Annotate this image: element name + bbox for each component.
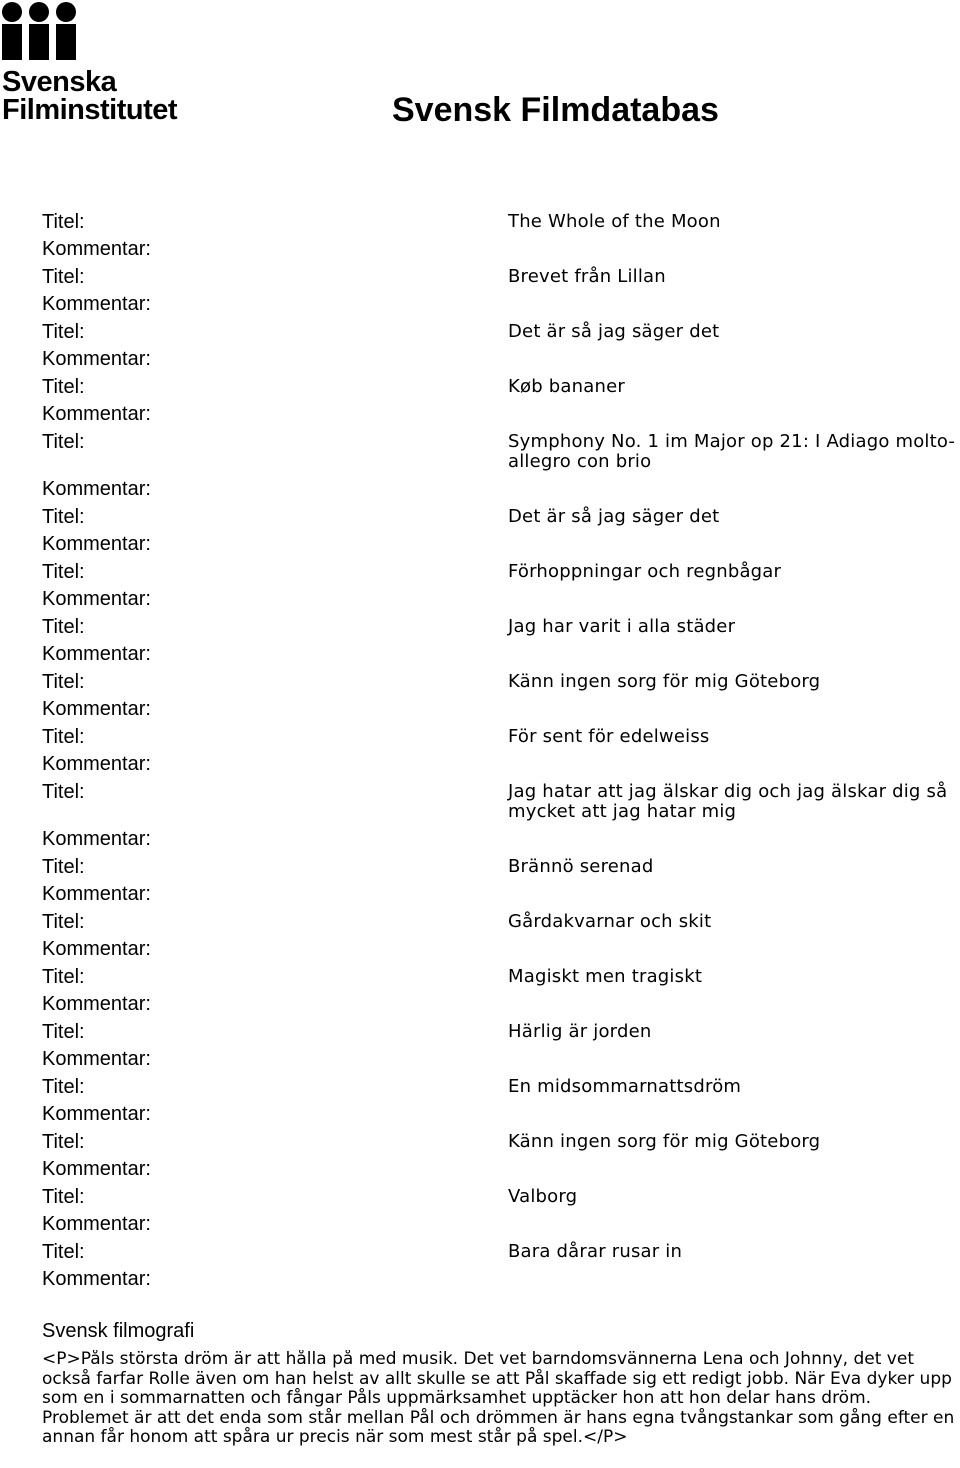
entry-title-row [42,264,960,289]
title-label: Titel: [42,671,85,693]
entry-title-value: Brevet från Lillan [508,266,666,287]
comment-label: Kommentar: [42,293,151,315]
entry-title-row [42,1239,960,1264]
entry-title-value: Förhoppningar och regnbågar [508,561,782,582]
title-label: Titel: [42,561,85,583]
comment-label: Kommentar: [42,403,151,425]
comment-label: Kommentar: [42,1268,151,1290]
title-label: Titel: [42,856,85,878]
entry-title-value: Känn ingen sorg för mig Göteborg [508,671,821,692]
title-label: Titel: [42,431,85,453]
entry-title-value: Känn ingen sorg för mig Göteborg [508,1131,821,1152]
entry-title-value: Magiskt men tragiskt [508,966,703,987]
entry-title-value: Symphony No. 1 im Major op 21: I Adiago molto-allegro con brio [508,431,956,472]
comment-label: Kommentar: [42,643,151,665]
comment-label: Kommentar: [42,1158,151,1180]
comment-label: Kommentar: [42,478,151,500]
comment-label: Kommentar: [42,938,151,960]
title-label: Titel: [42,1241,85,1263]
entry-title-value: Jag hatar att jag älskar dig och jag älskar dig så mycket att jag hatar mig [508,781,948,822]
entry-title-row [42,724,960,749]
entry-title-row [42,209,960,234]
title-label: Titel: [42,1186,85,1208]
title-label: Titel: [42,966,85,988]
entry-title-value: Køb bananer [508,376,625,397]
entry-list [42,209,960,1294]
entry-title-row [42,614,960,639]
comment-label: Kommentar: [42,883,151,905]
comment-label: Kommentar: [42,1103,151,1125]
entry-title-row [42,669,960,694]
filmography-body: <P>Påls största dröm är att hålla på med musik. Det vet barndomsvännerna Lena och Johnny, det vet också farfar Rolle även om han helst av allt skulle se att Pål skaffade sig ett redigt jobb. När Eva dyker upp som en i sommarnatten och fångar Påls uppmärksamhet upptäcker hon att hon delar hans dröm. Problemet är att det enda som står mellan Pål och drömmen är hans egna tvångstankar som gång efter en annan får honom att spåra ur precis när som mest står på spel.</P> [42,1350,955,1447]
entry-title-value: Bara dårar rusar in [508,1241,683,1262]
title-label: Titel: [42,211,85,233]
entry-title-row [42,559,960,584]
entry-title-value: För sent för edelweiss [508,726,710,747]
entry-title-value: Brännö serenad [508,856,654,877]
entry-title-value: Gårdakvarnar och skit [508,911,712,932]
page-title: Svensk Filmdatabas [392,91,719,129]
entry-title-row [42,854,960,879]
entry-title-value: The Whole of the Moon [508,211,721,232]
entry-title-row [42,319,960,344]
entry-title-value: Valborg [508,1186,578,1207]
logo-text-line1: Svenska [2,66,117,98]
entry-title-row [42,374,960,399]
entry-title-row [42,909,960,934]
entry-title-value: En midsommarnattsdröm [508,1076,742,1097]
title-label: Titel: [42,726,85,748]
title-label: Titel: [42,1021,85,1043]
title-label: Titel: [42,781,85,803]
title-label: Titel: [42,1076,85,1098]
entry-title-value: Jag har varit i alla städer [508,616,736,637]
entry-title-row [42,1019,960,1044]
comment-label: Kommentar: [42,698,151,720]
title-label: Titel: [42,616,85,638]
entry-title-row [42,429,960,474]
title-label: Titel: [42,376,85,398]
entry-title-value: Det är så jag säger det [508,506,720,527]
entry-title-row [42,964,960,989]
entry-title-row [42,1074,960,1099]
comment-label: Kommentar: [42,238,151,260]
logo-text-line2: Filminstitutet [2,94,178,126]
title-label: Titel: [42,911,85,933]
entry-title-row [42,1184,960,1209]
comment-label: Kommentar: [42,753,151,775]
title-label: Titel: [42,266,85,288]
entry-title-value: Det är så jag säger det [508,321,720,342]
entry-title-row [42,1129,960,1154]
comment-label: Kommentar: [42,993,151,1015]
title-label: Titel: [42,506,85,528]
filmography-section [42,1318,960,1448]
comment-label: Kommentar: [42,348,151,370]
filmography-heading: Svensk filmografi [42,1320,195,1342]
title-label: Titel: [42,1131,85,1153]
entry-title-row [42,779,960,824]
svenska-filminstitutet-logo [2,2,202,127]
entry-title-value: Härlig är jorden [508,1021,652,1042]
comment-label: Kommentar: [42,588,151,610]
comment-label: Kommentar: [42,1048,151,1070]
entry-title-row [42,504,960,529]
comment-label: Kommentar: [42,533,151,555]
title-label: Titel: [42,321,85,343]
comment-label: Kommentar: [42,1213,151,1235]
comment-label: Kommentar: [42,828,151,850]
